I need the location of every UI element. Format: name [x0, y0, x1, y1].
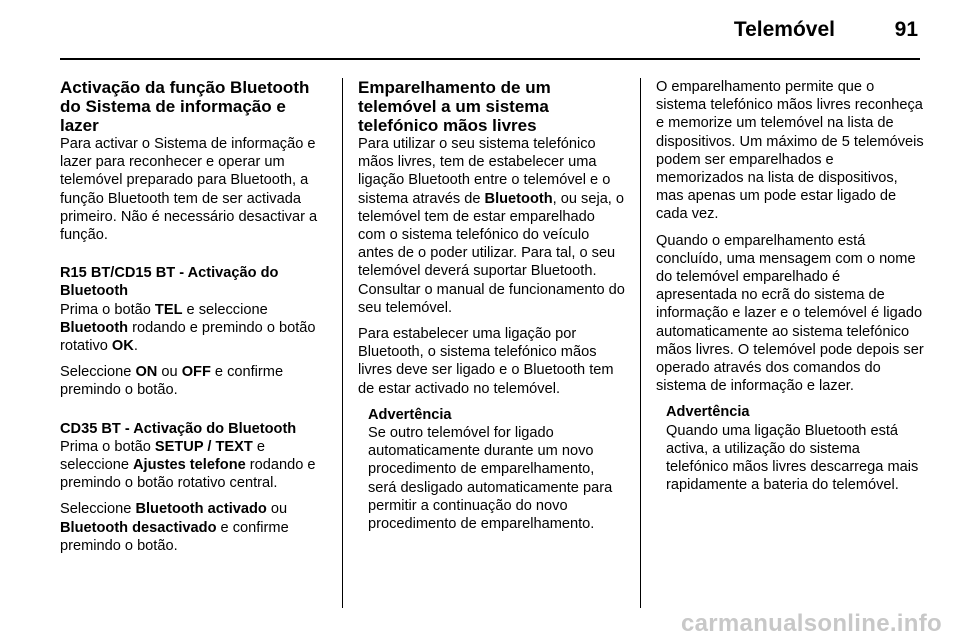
section-heading-bluetooth-activation: Activação da função Bluetooth do Sistema de informação e lazer	[60, 78, 310, 135]
pairing-paragraph-1: Para utilizar o seu sistema telefónico mãos livres, tem de estabelecer uma ligação Bluetooth entre o telemóvel e o sistema através de Bluetooth, ou seja, o telemóvel tem de estar emparelhado com o sistema telefónico do veículo antes de o poder utilizar. Para tal, o seu telemóvel deverá suportar Bluetooth. Consultar o manual de funcionamento do seu telemóvel.	[358, 136, 625, 316]
note-body: Quando uma ligação Bluetooth está activa, a utilização do sistema telefónico mãos livres descarrega mais rapidamente a bateria do telemóvel.	[666, 422, 919, 494]
column-divider-2	[640, 78, 641, 608]
note-body: Se outro telemóvel for ligado automaticamente durante um novo procedimento de emparelhamento, será desligado automaticamente para permitir a continuação do novo procedimento de emparelhamento.	[368, 425, 613, 533]
paragraph-cd35-step2: Seleccione Bluetooth activado ou Bluetooth desactivado e confirme premindo o botão.	[60, 501, 289, 554]
note-title: Advertência	[368, 406, 452, 423]
pairing-paragraph-4: Quando o emparelhamento está concluído, uma mensagem com o nome do telemóvel emparelhado é apresentada no ecrã do sistema de informação e lazer e o telemóvel é ligado automaticamente ao sistema telefónico mãos livres. O telemóvel pode depois ser operado através dos comandos do sistema de informação e lazer.	[656, 232, 924, 395]
column-2	[358, 78, 626, 533]
page-title: Telemóvel	[733, 18, 835, 41]
section-heading-pairing: Emparelhamento de um telemóvel a um sistema telefónico mãos livres	[358, 78, 551, 135]
pairing-paragraph-2: Para estabelecer uma ligação por Bluetooth, o sistema telefónico mãos livres deve ser ligado e o Bluetooth tem de estar activado no telemóvel.	[358, 326, 614, 397]
page-header	[60, 0, 920, 60]
paragraph-r15-step2: Seleccione ON ou OFF e confirme premindo o botão.	[60, 364, 284, 399]
column-divider-1	[342, 78, 343, 608]
column-1	[60, 78, 328, 563]
note-box-2	[666, 403, 924, 494]
note-box-1	[368, 406, 626, 533]
paragraph-r15-step1: Prima o botão TEL e seleccione Bluetooth rodando e premindo o botão rotativo OK.	[60, 301, 316, 355]
subheading-cd35-bt: CD35 BT - Activação do Bluetooth	[60, 420, 297, 437]
column-3	[656, 78, 924, 494]
watermark: carmanualsonline.info	[680, 610, 942, 637]
intro-paragraph: Para activar o Sistema de informação e lazer para reconhecer e operar um telemóvel preparado para Bluetooth, a função Bluetooth tem de ser activada primeiro. Não é necessário desactivar a função.	[60, 136, 318, 244]
note-title: Advertência	[666, 404, 750, 421]
page-number: 91	[894, 18, 918, 41]
subheading-r15-bt: R15 BT/CD15 BT - Activação do Bluetooth	[60, 265, 279, 300]
paragraph-cd35-step1: Prima o botão SETUP / TEXT e seleccione Ajustes telefone rodando e premindo o botão rotativo central.	[60, 438, 316, 492]
pairing-paragraph-3: O emparelhamento permite que o sistema telefónico mãos livres reconheça e memorize um telemóvel na lista de dispositivos. Um máximo de 5 telemóveis podem ser emparelhados e memorizados na lista de dispositivos, mas apenas um pode estar ligado de cada vez.	[656, 79, 924, 223]
